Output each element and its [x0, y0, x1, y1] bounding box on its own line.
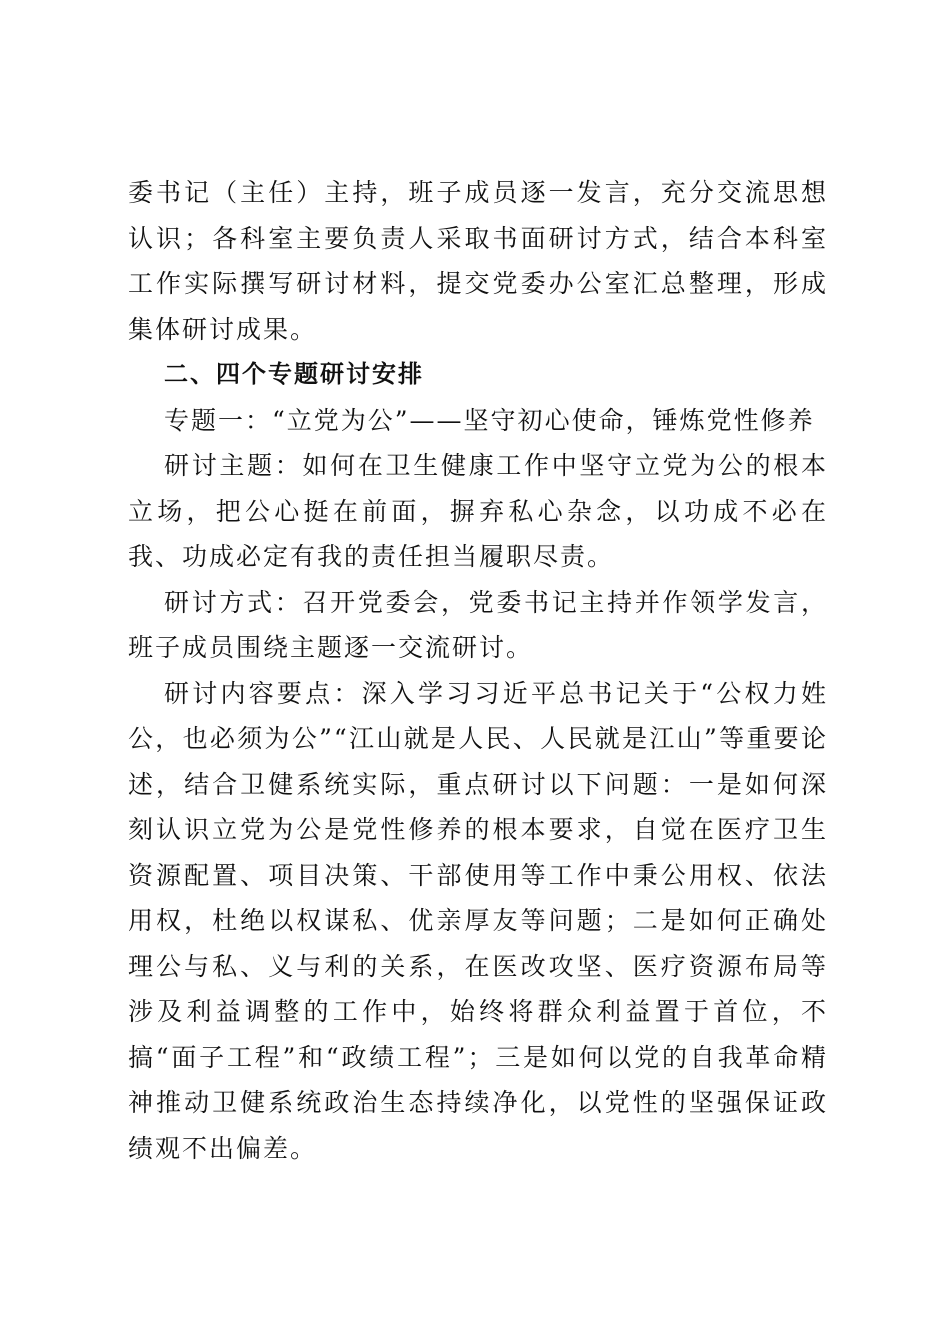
document-body: [128, 170, 828, 1171]
section-heading: 二、四个专题研讨安排: [164, 360, 424, 388]
paragraph-topic-one: 专题一：“立党为公”——坚守初心使命，锤炼党性修养: [164, 405, 815, 435]
paragraph-continuation: 委书记（主任）主持，班子成员逐一发言，充分交流思想认识；各科室主要负责人采取书面研讨方式，结合本科室工作实际撰写研讨材料，提交党委办公室汇总整理，形成集体研讨成果。: [128, 178, 828, 344]
paragraph-discussion-theme: 研讨主题：如何在卫生健康工作中坚守立党为公的根本立场，把公心挺在前面，摒弃私心杂念，以功成不必在我、功成必定有我的责任担当履职尽责。: [128, 451, 828, 571]
paragraph-discussion-points: 研讨内容要点：深入学习习近平总书记关于“公权力姓公，也必须为公”“江山就是人民、人民就是江山”等重要论述，结合卫健系统实际，重点研讨以下问题：一是如何深刻认识立党为公是党性修养的根本要求，自觉在医疗卫生资源配置、项目决策、干部使用等工作中秉公用权、依法用权，杜绝以权谋私、优亲厚友等问题；二是如何正确处理公与私、义与利的关系，在医改攻坚、医疗资源布局等涉及利益调整的工作中，始终将群众利益置于首位，不搞“面子工程”和“政绩工程”；三是如何以党的自我革命精神推动卫健系统政治生态持续净化，以党性的坚强保证政绩观不出偏差。: [128, 678, 828, 1163]
paragraph-discussion-method: 研讨方式：召开党委会，党委书记主持并作领学发言，班子成员围绕主题逐一交流研讨。: [128, 587, 828, 662]
